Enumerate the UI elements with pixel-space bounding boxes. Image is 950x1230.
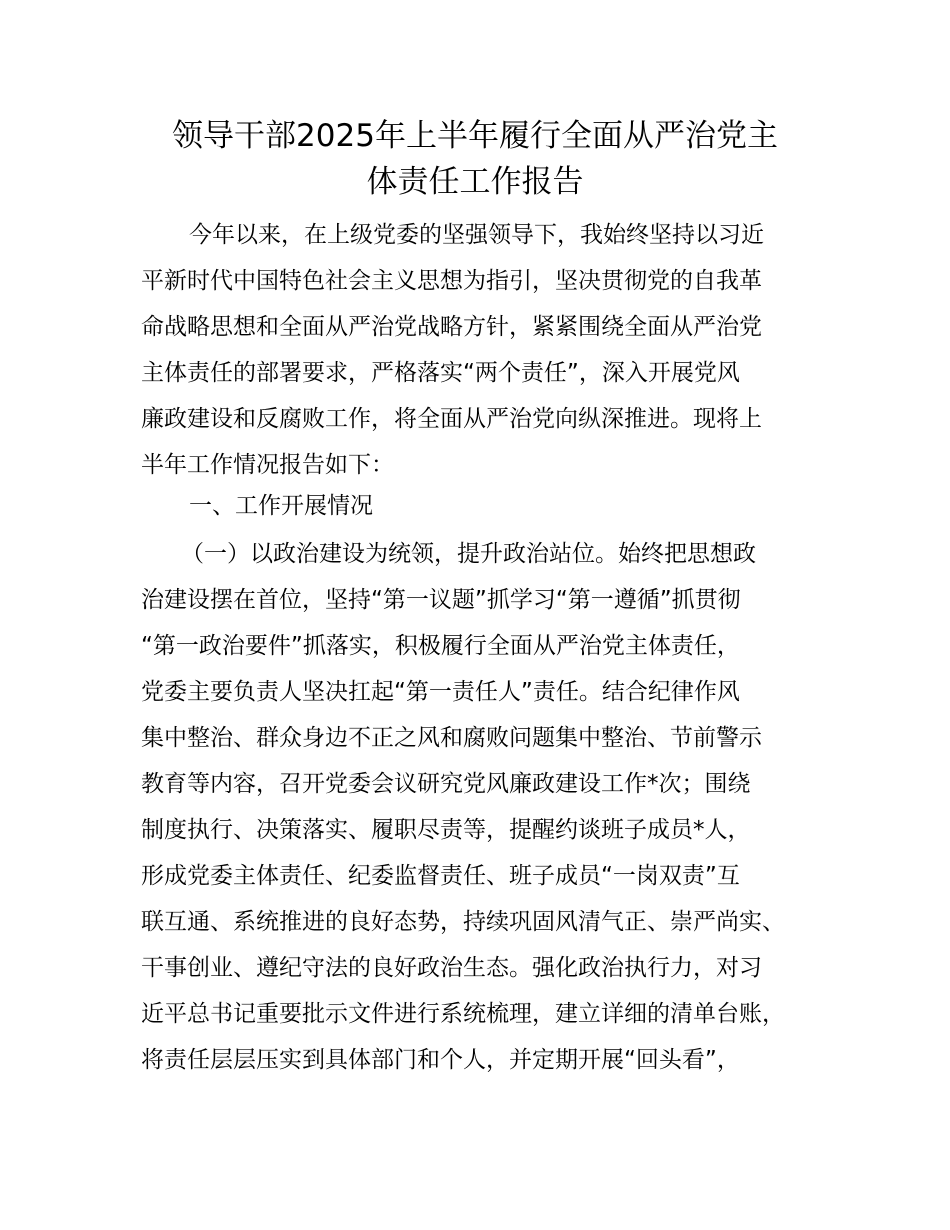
paragraph-line: 命战略思想和全面从严治党战略方针，紧紧围绕全面从严治党 (141, 314, 762, 340)
paragraph-line: 半年工作情况报告如下： (141, 452, 394, 478)
paragraph-line: 将责任层层压实到具体部门和个人，并定期开展“回头看”， (141, 1047, 740, 1073)
section-paragraph (141, 531, 841, 1083)
paragraph-line: 联互通、系统推进的良好态势，持续巩固风清气正、崇严尚实、 (141, 909, 785, 935)
paragraph-line: 近平总书记重要批示文件进行系统梳理，建立详细的清单台账， (141, 1001, 785, 1027)
section-heading (141, 483, 841, 529)
paragraph-line: （一）以政治建设为统领，提升政治站位。始终把思想政 (181, 541, 756, 567)
paragraph-line: “第一政治要件”抓落实，积极履行全面从严治党主体责任， (141, 633, 740, 659)
paragraph-line: 集中整治、群众身边不正之风和腐败问题集中整治、节前警示 (141, 725, 762, 751)
paragraph-line: 廉政建设和反腐败工作，将全面从严治党向纵深推进。现将上 (141, 406, 762, 432)
paragraph-line: 平新时代中国特色社会主义思想为指引，坚决贯彻党的自我革 (141, 268, 762, 294)
section-heading-text: 一、工作开展情况 (189, 493, 373, 519)
paragraph-line: 教育等内容，召开党委会议研究党风廉政建设工作*次；围绕 (141, 771, 751, 797)
paragraph-line: 党委主要负责人坚决扛起“第一责任人”责任。结合纪律作风 (141, 679, 740, 705)
paragraph-line: 今年以来，在上级党委的坚强领导下，我始终坚持以习近 (189, 222, 764, 248)
paragraph-line: 治建设摆在首位，坚持“第一议题”抓学习“第一遵循”抓贯彻 (141, 587, 741, 613)
paragraph-line: 形成党委主体责任、纪委监督责任、班子成员“一岗双责”互 (141, 863, 740, 889)
document-title-line-1: 领导干部2025年上半年履行全面从严治党主 (172, 118, 778, 154)
paragraph-line: 主体责任的部署要求，严格落实“两个责任”，深入开展党风 (141, 360, 740, 386)
document-title-line-2: 体责任工作报告 (366, 164, 584, 200)
paragraph-line: 干事创业、遵纪守法的良好政治生态。强化政治执行力，对习 (141, 955, 762, 981)
intro-paragraph (141, 212, 841, 488)
paragraph-line: 制度执行、决策落实、履职尽责等，提醒约谈班子成员*人， (141, 817, 751, 843)
